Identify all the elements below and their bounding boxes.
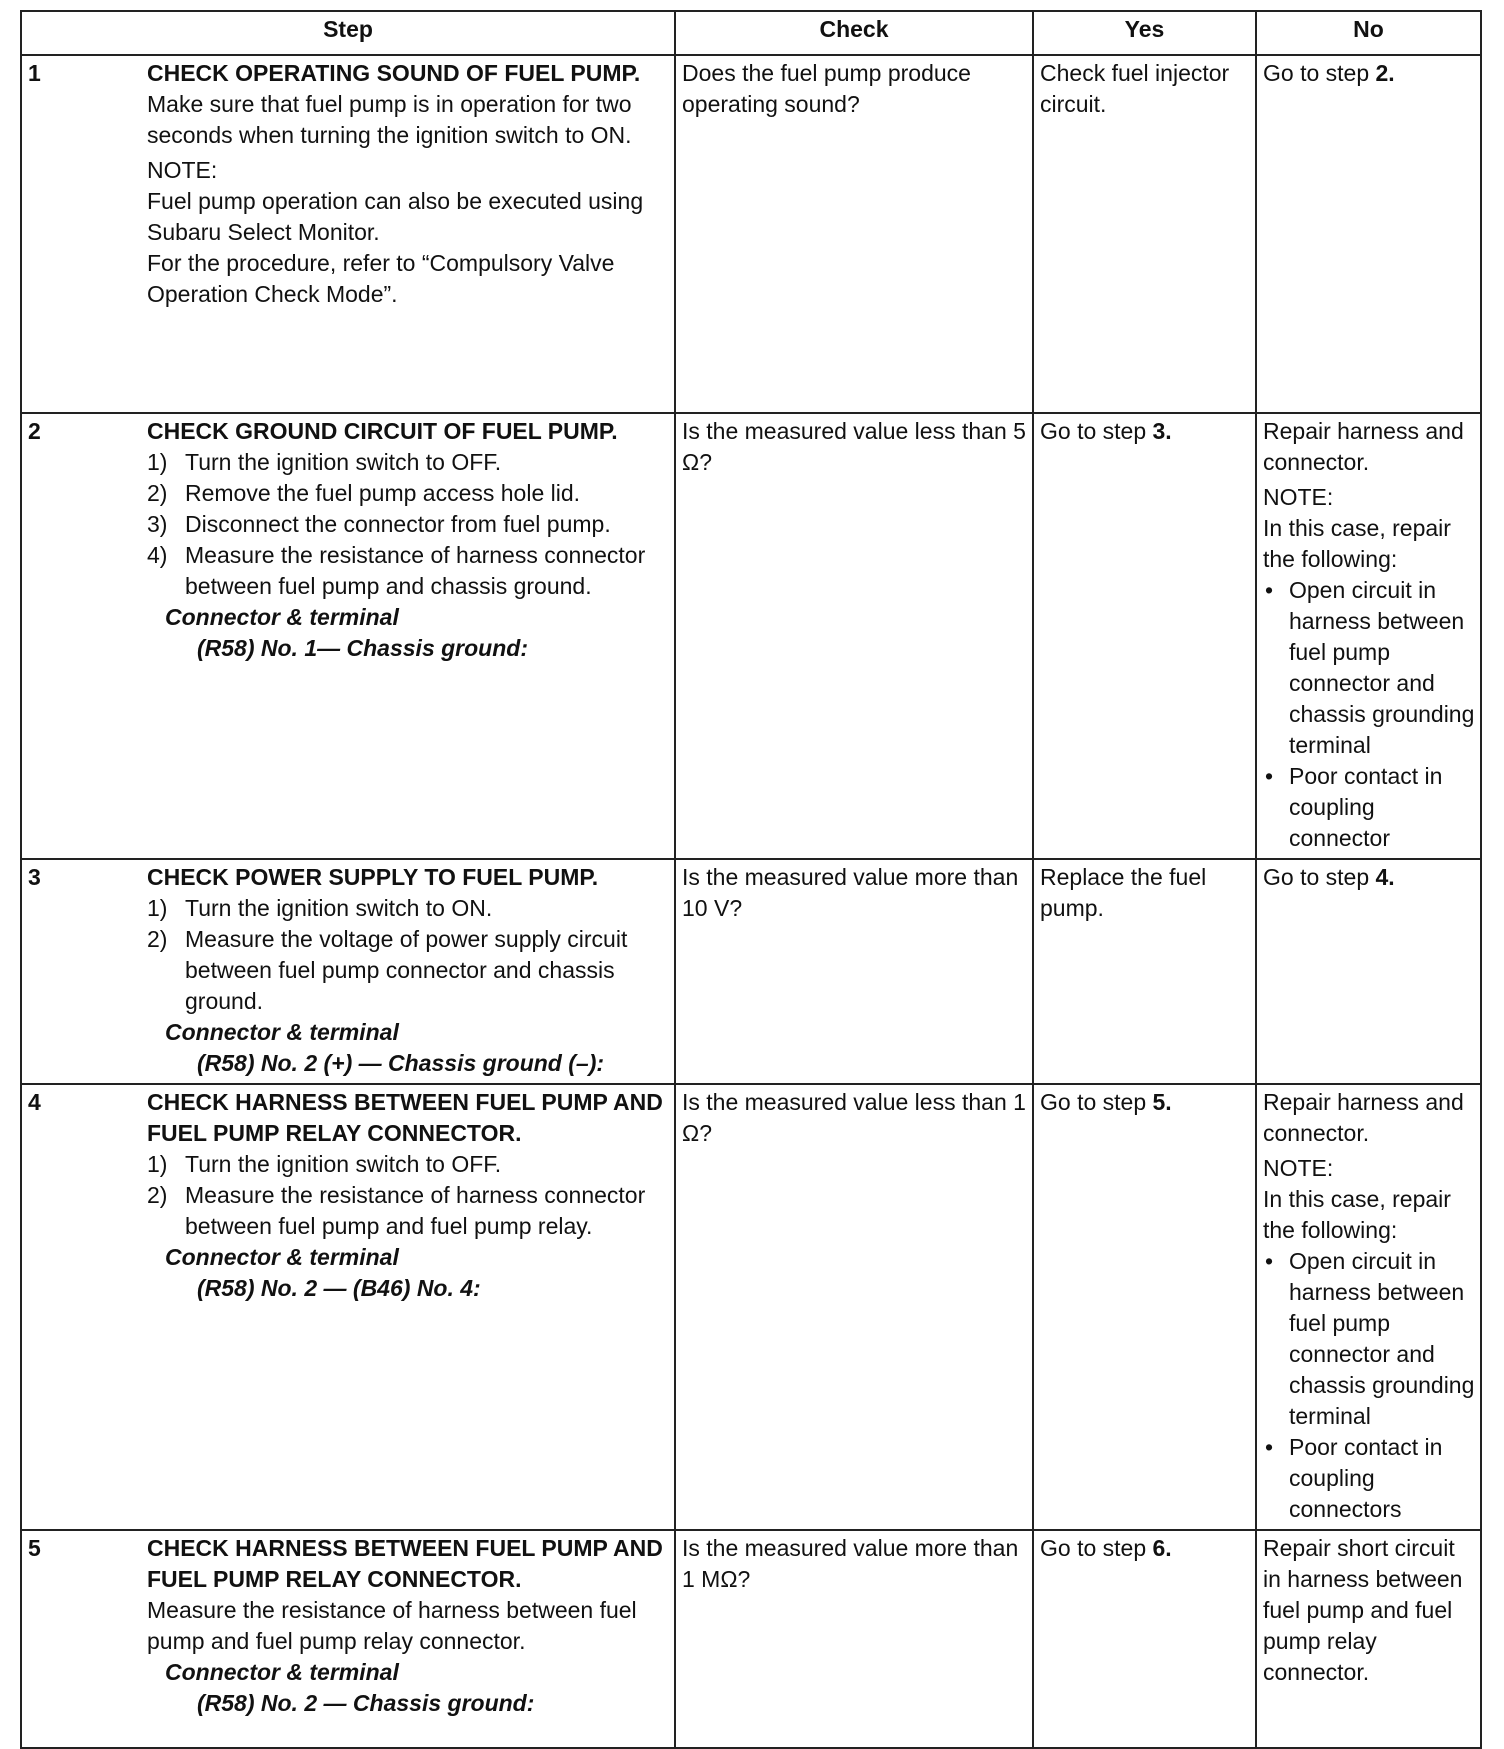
note-label: NOTE: [147,157,218,183]
no-cell [1256,859,1481,1084]
goto-text: Go to step [1040,1535,1147,1561]
note-text: Fuel pump operation can also be executed using Subaru Select Monitor. [147,188,644,245]
list-item: 1) Turn the ignition switch to ON. [147,895,493,921]
step-title: CHECK HARNESS BETWEEN FUEL PUMP AND FUEL PUMP RELAY CONNECTOR. [147,1535,663,1592]
note-text: In this case, repair the following: [1263,1186,1451,1243]
check-cell: Does the fuel pump produce operating sound? [675,55,1033,413]
step-number: 1 [28,60,41,86]
goto-text: Go to step [1040,418,1147,444]
list-item: 2) Measure the voltage of power supply circuit between fuel pump connector and chassis ground. [147,926,628,1014]
table-row [21,1530,1481,1748]
step-number: 2 [28,418,41,444]
header-yes: Yes [1033,11,1256,55]
goto-text: Go to step [1263,864,1370,890]
yes-cell [1033,1084,1256,1530]
list-item: 1) Turn the ignition switch to OFF. [147,1151,502,1177]
note-label: NOTE: [1263,1155,1334,1181]
table-row [21,413,1481,859]
spec-value: (R58) No. 2 (+) — Chassis ground (–): [197,1050,605,1076]
goto-step: 3. [1152,418,1172,444]
list-item: 2) Measure the resistance of harness connector between fuel pump and fuel pump relay. [147,1182,646,1239]
step-title: CHECK GROUND CIRCUIT OF FUEL PUMP. [147,418,618,444]
step-number: 3 [28,864,41,890]
yes-cell [1033,413,1256,859]
header-check: Check [675,11,1033,55]
goto-step: 4. [1375,864,1395,890]
step-cell [21,413,675,859]
spec-label: Connector & terminal [165,1659,399,1685]
spec-label: Connector & terminal [165,604,399,630]
spec-value: (R58) No. 1— Chassis ground: [197,635,528,661]
step-description: Make sure that fuel pump is in operation for two seconds when turning the ignition switch to ON. [147,91,632,148]
header-row [21,11,1481,55]
bullet-item: • Poor contact in coupling connectors [1265,1434,1443,1522]
list-item: 1) Turn the ignition switch to OFF. [147,449,502,475]
goto-text: Go to step [1040,1089,1147,1115]
check-cell: Is the measured value more than 1 MΩ? [675,1530,1033,1748]
step-cell [21,859,675,1084]
no-cell [1256,55,1481,413]
yes-cell [1033,1530,1256,1748]
step-title: CHECK OPERATING SOUND OF FUEL PUMP. [147,60,641,86]
check-cell: Is the measured value more than 10 V? [675,859,1033,1084]
no-action: Repair harness and connector. [1263,418,1464,475]
table-row [21,1084,1481,1530]
diagnostic-table [20,10,1482,1749]
list-item: 4) Measure the resistance of harness connector between fuel pump and chassis ground. [147,542,646,599]
check-cell: Is the measured value less than 1 Ω? [675,1084,1033,1530]
step-cell [21,1084,675,1530]
goto-step: 6. [1152,1535,1172,1561]
note-label: NOTE: [1263,484,1334,510]
procedure-list [147,893,668,1017]
goto-step: 2. [1375,60,1395,86]
bullet-item: • Open circuit in harness between fuel pump connector and chassis grounding terminal [1265,577,1475,758]
note-text: In this case, repair the following: [1263,515,1451,572]
no-cell [1256,1084,1481,1530]
list-item: 2) Remove the fuel pump access hole lid. [147,480,581,506]
note-text: For the procedure, refer to “Compulsory Valve Operation Check Mode”. [147,250,615,307]
yes-cell: Check fuel injector circuit. [1033,55,1256,413]
goto-text: Go to step [1263,60,1370,86]
step-number: 4 [28,1089,41,1115]
step-title: CHECK HARNESS BETWEEN FUEL PUMP AND FUEL PUMP RELAY CONNECTOR. [147,1089,663,1146]
bullet-item: • Open circuit in harness between fuel pump connector and chassis grounding terminal [1265,1248,1475,1429]
header-step: Step [21,11,675,55]
procedure-list [147,1149,668,1242]
step-number: 5 [28,1535,41,1561]
spec-label: Connector & terminal [165,1244,399,1270]
table-row [21,859,1481,1084]
goto-step: 5. [1152,1089,1172,1115]
spec-value: (R58) No. 2 — Chassis ground: [197,1690,535,1716]
step-description: Measure the resistance of harness between fuel pump and fuel pump relay connector. [147,1597,637,1654]
bullet-item: • Poor contact in coupling connector [1265,763,1443,851]
spec-value: (R58) No. 2 — (B46) No. 4: [197,1275,481,1301]
table-row [21,55,1481,413]
step-cell [21,1530,675,1748]
no-cell [1256,413,1481,859]
step-cell [21,55,675,413]
yes-cell: Replace the fuel pump. [1033,859,1256,1084]
check-cell: Is the measured value less than 5 Ω? [675,413,1033,859]
list-item: 3) Disconnect the connector from fuel pump. [147,511,611,537]
no-cell: Repair short circuit in harness between fuel pump and fuel pump relay connector. [1256,1530,1481,1748]
no-action: Repair harness and connector. [1263,1089,1464,1146]
spec-label: Connector & terminal [165,1019,399,1045]
header-no: No [1256,11,1481,55]
step-title: CHECK POWER SUPPLY TO FUEL PUMP. [147,864,599,890]
procedure-list [147,447,668,602]
